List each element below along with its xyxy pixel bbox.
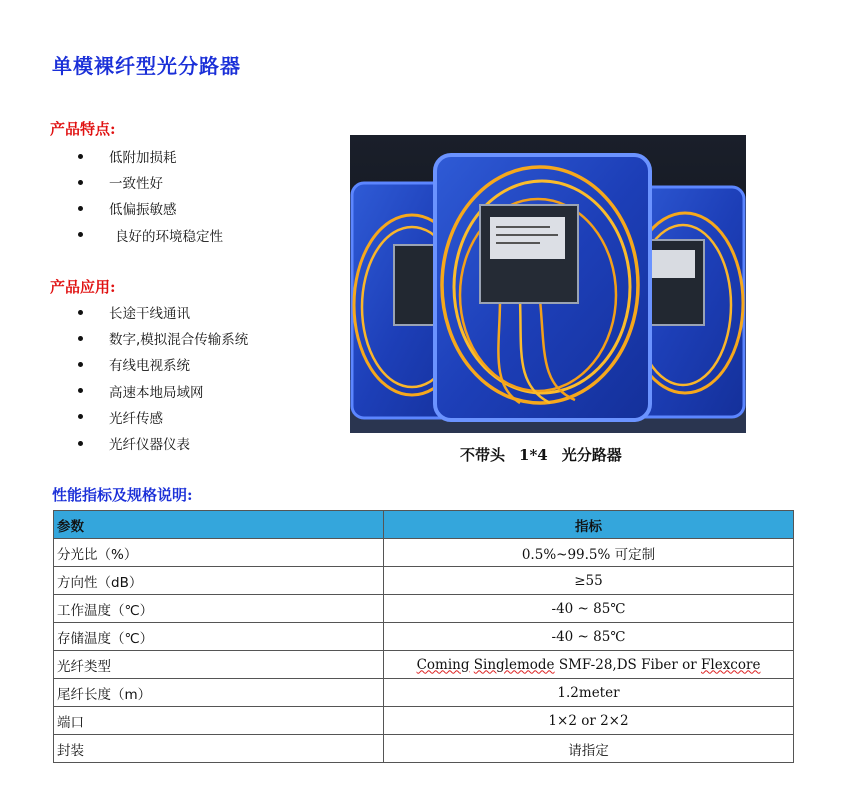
table-row — [54, 623, 794, 651]
list-item: 光纤仪器仪表 — [78, 430, 248, 456]
features-list — [78, 143, 223, 248]
table-row — [54, 567, 794, 595]
value-cell: 请指定 — [384, 735, 794, 763]
value-cell: -40 ~ 85℃ — [384, 623, 794, 651]
param-cell: 光纤类型 — [54, 651, 384, 679]
bullet-icon — [78, 310, 83, 315]
bullet-icon — [78, 414, 83, 419]
column-header-value: 指标 — [384, 511, 794, 539]
value-cell: 0.5%~99.5% 可定制 — [384, 539, 794, 567]
param-cell: 分光比（%） — [54, 539, 384, 567]
value-cell: Coming Singlemode SMF-28,DS Fiber or Flexcore — [384, 651, 794, 679]
page-title: 单模裸纤型光分路器 — [52, 54, 241, 78]
table-row — [54, 707, 794, 735]
product-photo — [350, 135, 746, 433]
list-item: 一致性好 — [78, 169, 223, 195]
list-item: 数字,模拟混合传输系统 — [78, 325, 248, 351]
bullet-icon — [78, 441, 83, 446]
value-cell: 1×2 or 2×2 — [384, 707, 794, 735]
table-row — [54, 735, 794, 763]
bullet-icon — [78, 232, 83, 237]
table-row — [54, 651, 794, 679]
value-cell: ≥55 — [384, 567, 794, 595]
bullet-icon — [78, 336, 83, 341]
list-item: 光纤传感 — [78, 404, 248, 430]
value-cell: 1.2meter — [384, 679, 794, 707]
param-cell: 封装 — [54, 735, 384, 763]
features-heading: 产品特点: — [50, 120, 116, 138]
bullet-icon — [78, 154, 83, 159]
bullet-icon — [78, 180, 83, 185]
param-cell: 端口 — [54, 707, 384, 735]
bullet-icon — [78, 362, 83, 367]
list-item: 良好的环境稳定性 — [78, 222, 223, 248]
list-item: 低偏振敏感 — [78, 195, 223, 221]
table-row — [54, 539, 794, 567]
bullet-icon — [78, 206, 83, 211]
param-cell: 尾纤长度（m） — [54, 679, 384, 707]
bullet-icon — [78, 388, 83, 393]
specs-heading: 性能指标及规格说明: — [52, 486, 193, 504]
table-row — [54, 679, 794, 707]
list-item: 低附加损耗 — [78, 143, 223, 169]
list-item: 有线电视系统 — [78, 351, 248, 377]
list-item: 长途干线通讯 — [78, 299, 248, 325]
photo-caption: 不带头 1*4 光分路器 — [460, 446, 622, 464]
table-row — [54, 595, 794, 623]
list-item: 高速本地局域网 — [78, 378, 248, 404]
spec-table — [53, 510, 794, 763]
value-cell: -40 ~ 85℃ — [384, 595, 794, 623]
table-header-row — [54, 511, 794, 539]
param-cell: 工作温度（℃） — [54, 595, 384, 623]
param-cell: 存储温度（℃） — [54, 623, 384, 651]
applications-heading: 产品应用: — [50, 278, 116, 296]
splitter-illustration — [350, 135, 746, 433]
column-header-param: 参数 — [54, 511, 384, 539]
param-cell: 方向性（dB） — [54, 567, 384, 595]
applications-list — [78, 299, 248, 456]
